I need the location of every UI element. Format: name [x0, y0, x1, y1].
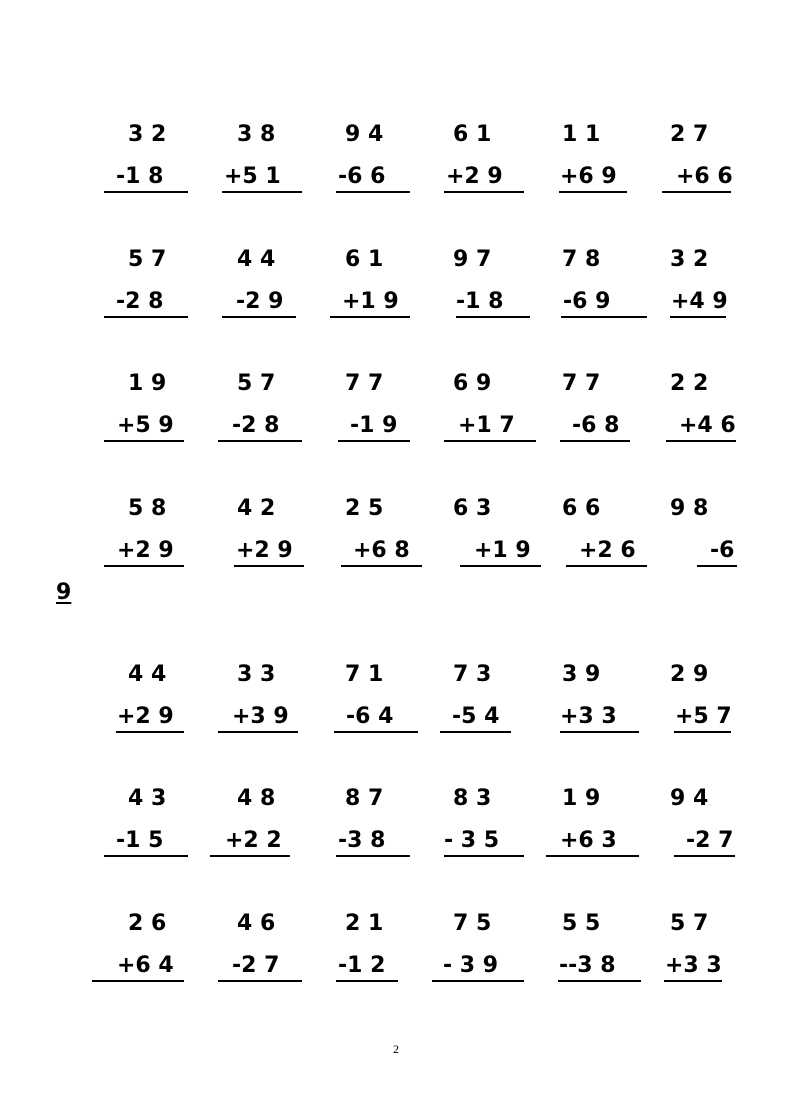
- problem-bottom-number: +6 4: [117, 953, 174, 978]
- problem-bottom-number: -6 4: [346, 704, 394, 729]
- answer-underline: [559, 191, 627, 193]
- answer-underline: [210, 855, 290, 857]
- problem-top-number: 7 1: [345, 662, 384, 687]
- answer-underline: [444, 191, 524, 193]
- problem-bottom-number: -1 8: [456, 289, 504, 314]
- problem-bottom-number: +5 7: [675, 704, 732, 729]
- answer-underline: [222, 316, 296, 318]
- answer-underline: [560, 440, 630, 442]
- answer-underline: [546, 855, 639, 857]
- problem-top-number: 1 9: [562, 786, 601, 811]
- problem-bottom-number: +6 8: [353, 538, 410, 563]
- problem-top-number: 6 3: [453, 496, 492, 521]
- problem-bottom-number: -2 9: [236, 289, 284, 314]
- problem-top-number: 3 8: [237, 122, 276, 147]
- answer-underline: [697, 565, 737, 567]
- problem-bottom-number: -1 2: [338, 953, 386, 978]
- problem-top-number: 6 1: [453, 122, 492, 147]
- problem-bottom-number: +2 9: [236, 538, 293, 563]
- problem-top-number: 2 2: [670, 371, 709, 396]
- wrapped-digit: 9: [56, 580, 72, 605]
- answer-underline: [336, 980, 398, 982]
- problem-bottom-number: -2 8: [116, 289, 164, 314]
- answer-underline: [558, 980, 641, 982]
- answer-underline: [104, 565, 184, 567]
- problem-bottom-number: +5 9: [117, 413, 174, 438]
- problem-top-number: 7 8: [562, 247, 601, 272]
- problem-bottom-number: -2 8: [232, 413, 280, 438]
- problem-bottom-number: -2 7: [232, 953, 280, 978]
- problem-top-number: 8 3: [453, 786, 492, 811]
- problem-bottom-number: -6 9: [563, 289, 611, 314]
- problem-bottom-number: +6 6: [676, 164, 733, 189]
- problem-top-number: 6 6: [562, 496, 601, 521]
- answer-underline: [670, 316, 726, 318]
- problem-bottom-number: +3 3: [665, 953, 722, 978]
- problem-top-number: 6 9: [453, 371, 492, 396]
- problem-bottom-number: +2 9: [117, 704, 174, 729]
- problem-top-number: 2 1: [345, 911, 384, 936]
- problem-bottom-number: +1 9: [474, 538, 531, 563]
- answer-underline: [460, 565, 541, 567]
- problem-top-number: 7 7: [345, 371, 384, 396]
- problem-bottom-number: +3 9: [232, 704, 289, 729]
- problem-bottom-number: -5 4: [452, 704, 500, 729]
- answer-underline: [338, 440, 410, 442]
- answer-underline: [334, 731, 418, 733]
- problem-bottom-number: -6 6: [338, 164, 386, 189]
- answer-underline: [561, 316, 647, 318]
- answer-underline: [444, 440, 536, 442]
- answer-underline: [662, 191, 731, 193]
- problem-bottom-number: +3 3: [560, 704, 617, 729]
- problem-bottom-number: +2 2: [225, 828, 282, 853]
- problem-top-number: 4 4: [128, 662, 167, 687]
- answer-underline: [560, 731, 639, 733]
- problem-top-number: 9 7: [453, 247, 492, 272]
- problem-top-number: 4 2: [237, 496, 276, 521]
- answer-underline: [218, 731, 298, 733]
- problem-bottom-number: +4 9: [671, 289, 728, 314]
- answer-underline: [341, 565, 422, 567]
- problem-top-number: 9 4: [670, 786, 709, 811]
- answer-underline: [440, 731, 511, 733]
- answer-underline: [432, 980, 524, 982]
- answer-underline: [674, 855, 735, 857]
- answer-underline: [222, 191, 302, 193]
- problem-bottom-number: - 3 5: [444, 828, 500, 853]
- problem-top-number: 5 5: [562, 911, 601, 936]
- problem-bottom-number: +6 9: [560, 164, 617, 189]
- problem-bottom-number: --3 8: [559, 953, 616, 978]
- problem-top-number: 7 3: [453, 662, 492, 687]
- problem-top-number: 4 6: [237, 911, 276, 936]
- problem-bottom-number: -1 9: [350, 413, 398, 438]
- problem-top-number: 3 3: [237, 662, 276, 687]
- problem-bottom-number: -1 8: [116, 164, 164, 189]
- problem-bottom-number: - 3 9: [443, 953, 499, 978]
- problem-bottom-number: -6 8: [572, 413, 620, 438]
- answer-underline: [218, 980, 302, 982]
- problem-bottom-number: +1 7: [458, 413, 515, 438]
- problem-bottom-number: -2 7: [686, 828, 734, 853]
- problem-top-number: 9 8: [670, 496, 709, 521]
- problem-bottom-number: +2 9: [117, 538, 174, 563]
- answer-underline: [104, 855, 188, 857]
- answer-underline: [104, 316, 188, 318]
- problem-bottom-number: +4 6: [679, 413, 736, 438]
- problem-top-number: 7 7: [562, 371, 601, 396]
- problem-top-number: 3 9: [562, 662, 601, 687]
- answer-underline: [104, 191, 188, 193]
- problem-top-number: 4 4: [237, 247, 276, 272]
- problem-top-number: 1 1: [562, 122, 601, 147]
- answer-underline: [330, 316, 410, 318]
- problem-top-number: 9 4: [345, 122, 384, 147]
- problem-top-number: 3 2: [670, 247, 709, 272]
- problem-top-number: 2 9: [670, 662, 709, 687]
- problem-top-number: 5 8: [128, 496, 167, 521]
- problem-bottom-number: +2 6: [579, 538, 636, 563]
- page-number: 2: [393, 1042, 399, 1056]
- problem-top-number: 6 1: [345, 247, 384, 272]
- answer-underline: [566, 565, 647, 567]
- problem-top-number: 5 7: [128, 247, 167, 272]
- problem-bottom-number: +5 1: [224, 164, 281, 189]
- problem-top-number: 2 6: [128, 911, 167, 936]
- problem-top-number: 8 7: [345, 786, 384, 811]
- answer-underline: [664, 980, 722, 982]
- problem-top-number: 3 2: [128, 122, 167, 147]
- answer-underline: [92, 980, 184, 982]
- answer-underline: [234, 565, 304, 567]
- problem-bottom-number: +1 9: [342, 289, 399, 314]
- problem-bottom-number: +2 9: [446, 164, 503, 189]
- problem-top-number: 4 3: [128, 786, 167, 811]
- answer-underline: [456, 316, 530, 318]
- answer-underline: [336, 191, 410, 193]
- problem-top-number: 5 7: [670, 911, 709, 936]
- answer-underline: [104, 440, 184, 442]
- problem-top-number: 2 5: [345, 496, 384, 521]
- problem-top-number: 7 5: [453, 911, 492, 936]
- problem-bottom-number: -3 8: [338, 828, 386, 853]
- problem-bottom-number: -1 5: [116, 828, 164, 853]
- answer-underline: [674, 731, 731, 733]
- problem-top-number: 2 7: [670, 122, 709, 147]
- problem-top-number: 4 8: [237, 786, 276, 811]
- answer-underline: [218, 440, 302, 442]
- problem-top-number: 1 9: [128, 371, 167, 396]
- problem-bottom-number: +6 3: [560, 828, 617, 853]
- problem-top-number: 5 7: [237, 371, 276, 396]
- answer-underline: [116, 731, 184, 733]
- answer-underline: [336, 855, 410, 857]
- answer-underline: [444, 855, 524, 857]
- answer-underline: [666, 440, 736, 442]
- problem-bottom-number: -6: [710, 538, 735, 563]
